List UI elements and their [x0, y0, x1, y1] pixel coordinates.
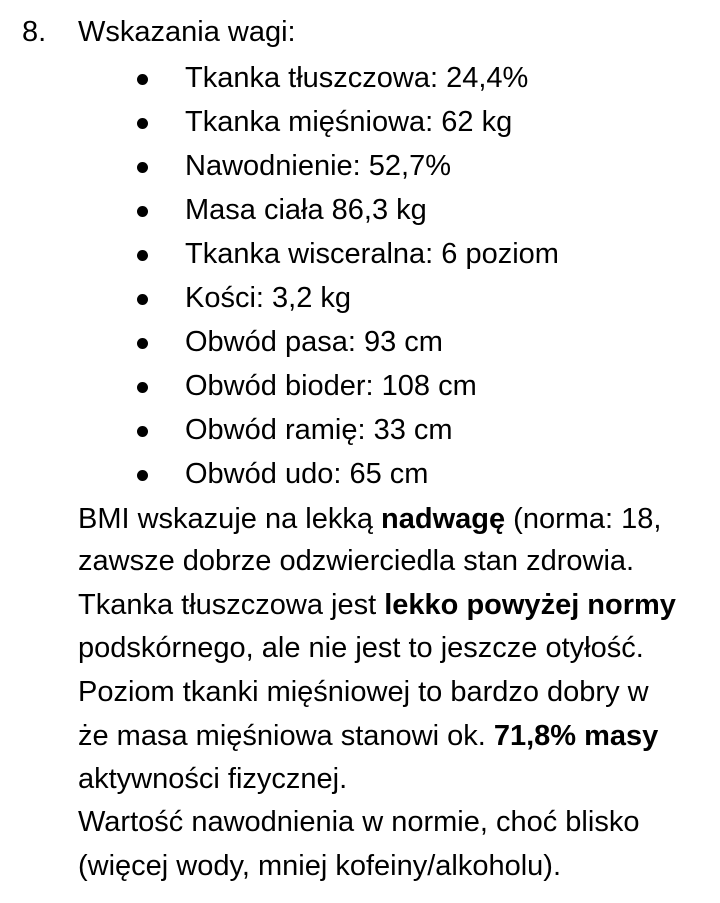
bullet-dot-icon — [137, 118, 148, 129]
list-item-text: Kości: 3,2 kg — [185, 282, 352, 314]
bullet-dot-icon — [137, 294, 148, 305]
paragraph-hydration-line-1: Wartość nawodnienia w normie, choć blisko — [78, 806, 640, 838]
paragraph-muscle-line-3: aktywności fizycznej. — [78, 763, 348, 795]
bullet-dot-icon — [137, 338, 148, 349]
bullet-dot-icon — [137, 206, 148, 217]
paragraph-muscle-line-2 — [78, 720, 658, 752]
list-item-text: Tkanka mięśniowa: 62 kg — [185, 106, 513, 138]
paragraph-fat-line-2: podskórnego, ale nie jest to jeszcze otyłość. — [78, 632, 644, 664]
bullet-dot-icon — [137, 74, 148, 85]
bullet-dot-icon — [137, 250, 148, 261]
text-run: (norma: 18, — [505, 503, 662, 535]
bullet-dot-icon — [137, 382, 148, 393]
list-item-text: Nawodnienie: 52,7% — [185, 150, 452, 182]
paragraph-bmi-line-1 — [78, 503, 661, 535]
list-item-text: Obwód pasa: 93 cm — [185, 326, 443, 358]
list-item-text: Masa ciała 86,3 kg — [185, 194, 427, 226]
bullet-dot-icon — [137, 162, 148, 173]
list-item-text: Tkanka wisceralna: 6 poziom — [185, 238, 559, 270]
paragraph-bmi-line-2: zawsze dobrze odzwierciedla stan zdrowia. — [78, 545, 635, 577]
text-run: że masa mięśniowa stanowi ok. — [78, 720, 494, 752]
list-item-text: Obwód bioder: 108 cm — [185, 370, 477, 402]
paragraph-hydration-line-2: (więcej wody, mniej kofeiny/alkoholu). — [78, 850, 562, 882]
text-run: BMI wskazuje na lekką — [78, 503, 382, 535]
list-item-text: Obwód udo: 65 cm — [185, 458, 429, 490]
list-item-text: Tkanka tłuszczowa: 24,4% — [185, 62, 529, 94]
paragraph-muscle-line-1: Poziom tkanki mięśniowej to bardzo dobry w — [78, 676, 649, 708]
bullet-dot-icon — [137, 470, 148, 481]
list-item-text: Obwód ramię: 33 cm — [185, 414, 453, 446]
bold-text: 71,8% masy — [493, 720, 659, 752]
section-heading: Wskazania wagi: — [78, 16, 296, 48]
bullet-dot-icon — [137, 426, 148, 437]
paragraph-fat-line-1 — [78, 589, 676, 621]
section-number: 8. — [22, 16, 47, 48]
bold-text: lekko powyżej normy — [384, 589, 676, 621]
bold-text: nadwagę — [381, 503, 506, 535]
text-run: Tkanka tłuszczowa jest — [78, 589, 385, 621]
